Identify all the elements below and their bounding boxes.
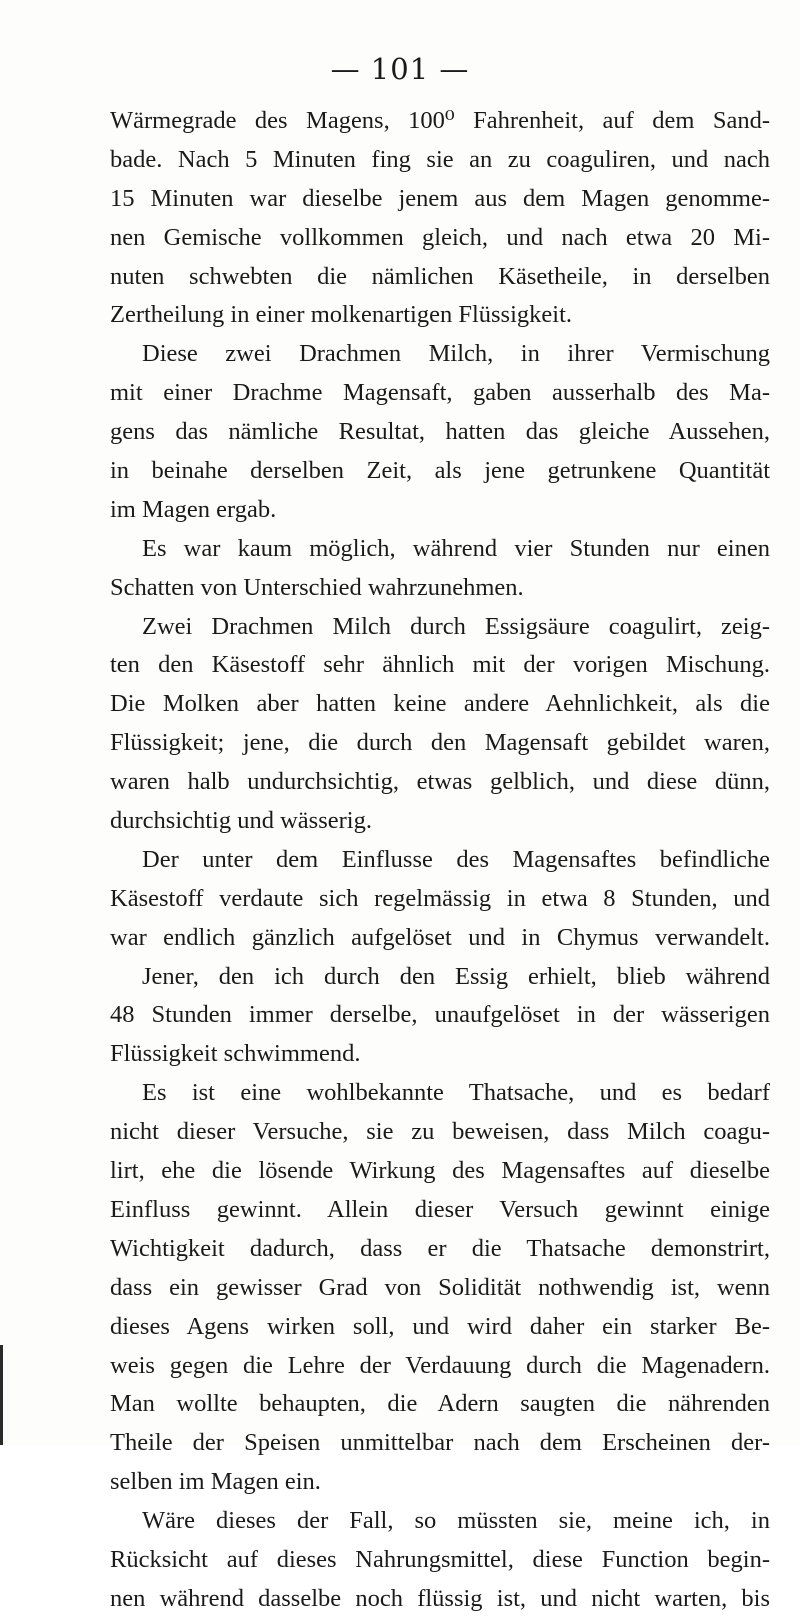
text-line: war endlich gänzlich aufgelöset und in Chymus verwandelt. — [110, 923, 770, 951]
text-line: Die Molken aber hatten keine andere Aehnlichkeit, als die — [110, 690, 770, 718]
text-line: in beinahe derselben Zeit, als jene getrunkene Quantität — [110, 457, 770, 485]
text-line: gens das nämliche Resultat, hatten das gleiche Aussehen, — [110, 418, 770, 446]
text-line: nen Gemische vollkommen gleich, und nach etwa 20 Mi- — [110, 223, 770, 251]
text-line: nicht dieser Versuche, sie zu beweisen, dass Milch coagu- — [110, 1118, 770, 1146]
text-line: lirt, ehe die lösende Wirkung des Magensaftes auf dieselbe — [110, 1157, 770, 1185]
text-line: dass ein gewisser Grad von Solidität nothwendig ist, wenn — [110, 1273, 770, 1301]
text-line: Es ist eine wohlbekannte Thatsache, und es bedarf — [142, 1079, 770, 1107]
text-line: durchsichtig und wässerig. — [110, 807, 372, 835]
text-line: Man wollte behaupten, die Adern saugten die nährenden — [110, 1390, 770, 1418]
text-line: 48 Stunden immer derselbe, unaufgelöset in der wässerigen — [110, 1001, 770, 1029]
text-line: mit einer Drachme Magensaft, gaben ausserhalb des Ma- — [110, 379, 770, 407]
text-line: bade. Nach 5 Minuten fing sie an zu coaguliren, und nach — [110, 145, 770, 173]
text-line: weis gegen die Lehre der Verdauung durch die Magenadern. — [110, 1351, 770, 1379]
text-line: Flüssigkeit; jene, die durch den Magensaft gebildet waren, — [110, 729, 770, 757]
text-line: Theile der Speisen unmittelbar nach dem Erscheinen der- — [110, 1429, 770, 1457]
text-line: waren halb undurchsichtig, etwas gelblich, und diese dünn, — [110, 768, 770, 796]
text-line: Wärmegrade des Magens, 100⁰ Fahrenheit, auf dem Sand- — [110, 107, 770, 134]
page-edge-shadow — [0, 1345, 3, 1445]
body-text — [110, 102, 770, 1619]
text-line: Käsestoff verdaute sich regelmässig in etwa 8 Stunden, und — [110, 884, 770, 912]
text-line: dieses Agens wirken soll, und wird daher ein starker Be- — [110, 1312, 770, 1340]
text-line: im Magen ergab. — [110, 495, 277, 523]
text-line: Es war kaum möglich, während vier Stunden nur einen — [142, 534, 770, 562]
text-line: Flüssigkeit schwimmend. — [110, 1040, 361, 1068]
text-line: nen während dasselbe noch flüssig ist, und nicht warten, bis — [110, 1584, 770, 1612]
text-line: 15 Minuten war dieselbe jenem aus dem Magen genomme- — [110, 184, 770, 212]
text-line: Zwei Drachmen Milch durch Essigsäure coagulirt, zeig- — [142, 612, 770, 640]
text-line: Zertheilung in einer molkenartigen Flüssigkeit. — [110, 301, 572, 329]
page-number: — 101 — — [330, 52, 470, 86]
text-line: Wäre dieses der Fall, so müssten sie, meine ich, in — [142, 1507, 770, 1535]
text-line: Einfluss gewinnt. Allein dieser Versuch gewinnt einige — [110, 1195, 770, 1223]
text-line: Diese zwei Drachmen Milch, in ihrer Vermischung — [142, 340, 770, 368]
text-line: Schatten von Unterschied wahrzunehmen. — [110, 573, 524, 601]
text-line: Der unter dem Einflusse des Magensaftes befindliche — [142, 845, 770, 873]
text-line: Jener, den ich durch den Essig erhielt, blieb während — [142, 962, 770, 990]
text-line: nuten schwebten die nämlichen Käsetheile, in derselben — [110, 262, 770, 290]
text-line: Wichtigkeit dadurch, dass er die Thatsache demonstrirt, — [110, 1234, 770, 1262]
text-line: ten den Käsestoff sehr ähnlich mit der vorigen Mischung. — [110, 651, 770, 679]
text-line: selben im Magen ein. — [110, 1468, 321, 1496]
text-line: Rücksicht auf dieses Nahrungsmittel, diese Function begin- — [110, 1545, 770, 1573]
